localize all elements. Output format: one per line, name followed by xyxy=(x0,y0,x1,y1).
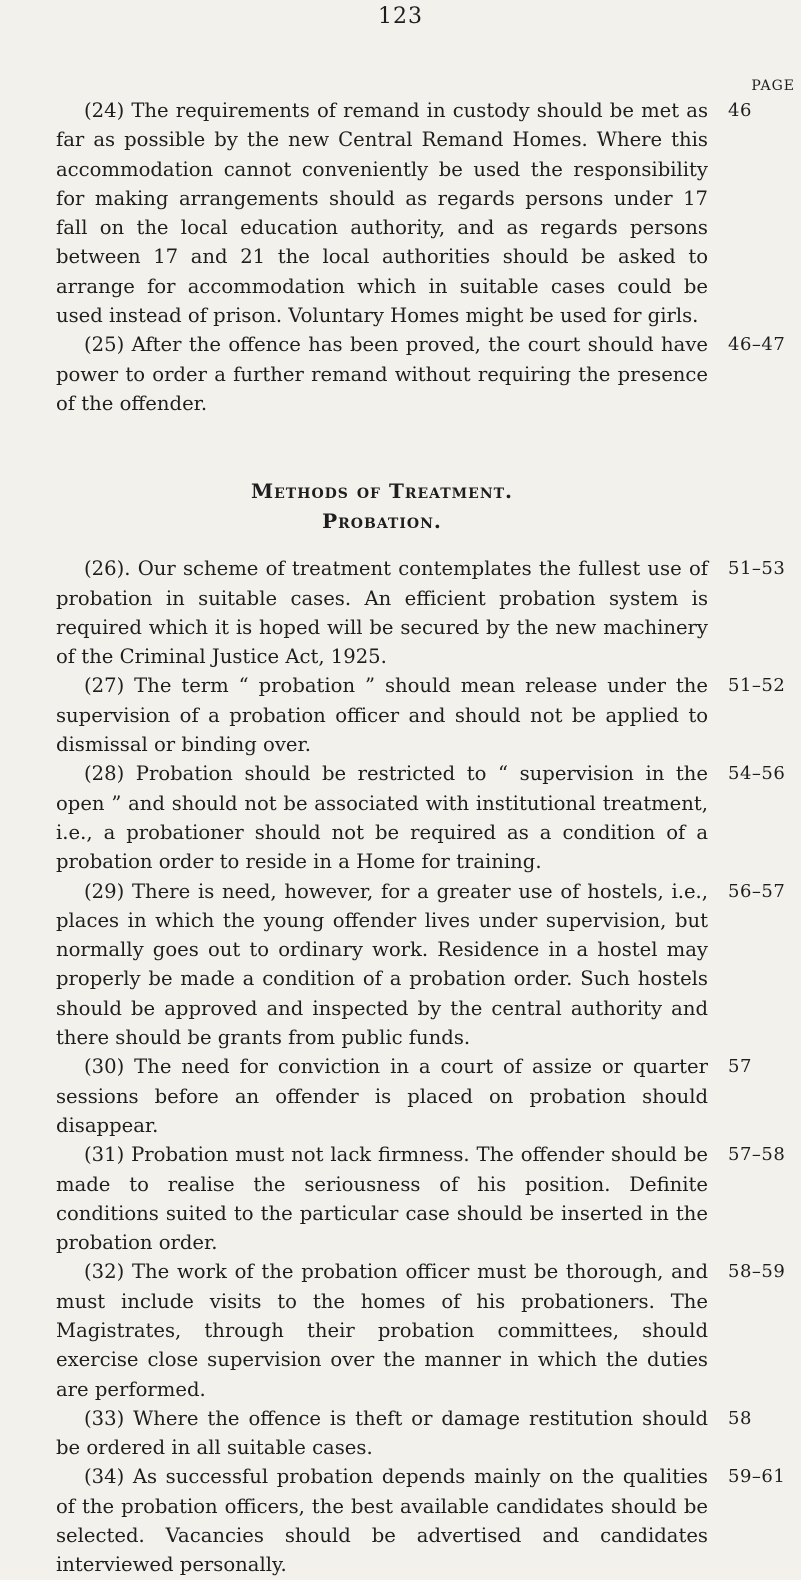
paragraph-text: (32) The work of the probation officer must be thorough, and must include visits to the homes of his probationers. The Magistrates, through their probation committees, should exercise close supervision over the manner in which the duties are performed. xyxy=(56,1260,708,1401)
page-reference: 51–53 xyxy=(728,558,786,580)
page-reference: 59–61 xyxy=(728,1466,786,1488)
paragraph xyxy=(56,759,796,876)
section-heading: Methods of Treatment. xyxy=(250,479,513,504)
paragraph-group-remand xyxy=(56,96,796,418)
document-body xyxy=(56,96,796,1580)
paragraph xyxy=(56,877,796,1053)
paragraph xyxy=(56,1052,796,1140)
paragraph-text: (25) After the offence has been proved, the court should have power to order a further remand without requiring the presence of the offender. xyxy=(56,333,708,415)
page-reference: 57–58 xyxy=(728,1144,786,1166)
paragraph xyxy=(56,671,796,759)
paragraph xyxy=(56,1462,796,1579)
page-reference: 46 xyxy=(728,100,752,121)
page-reference: 58–59 xyxy=(728,1261,786,1283)
paragraph-text: (33) Where the offence is theft or damage restitution should be ordered in all suitable cases. xyxy=(56,1406,708,1460)
paragraph xyxy=(56,330,796,418)
paragraph-text: (26). Our scheme of treatment contemplates the fullest use of probation in suitable cases. An efficient probation system is required which it is hoped will be secured by the new machinery of the Criminal Justice Act, 1925. xyxy=(56,557,708,669)
paragraph xyxy=(56,554,796,671)
page-reference: 46–47 xyxy=(728,334,786,356)
page-column-label: PAGE xyxy=(751,78,795,94)
paragraph-text: (34) As successful probation depends mainly on the qualities of the probation officers, the best available candidates should be selected. Vacancies should be advertised and candidates interviewed personally. xyxy=(56,1465,708,1577)
paragraph-text: (30) The need for conviction in a court of assize or quarter sessions before an offender is placed on probation should disappear. xyxy=(56,1055,708,1137)
paragraph-group-probation xyxy=(56,554,796,1579)
page-reference: 57 xyxy=(728,1056,752,1078)
paragraph-text: (29) There is need, however, for a greater use of hostels, i.e., places in which the young offender lives under supervision, but normally goes out to ordinary work. Residence in a hostel may properly be made a condition of a probation order. Such hostels should be approved and inspected by the central authority and there should be grants from public funds. xyxy=(56,879,708,1050)
paragraph-text: (28) Probation should be restricted to “ supervision in the open ” and should not be associated with institutional treatment, i.e., a probationer should not be required as a condition of a probation order to reside in a Home for training. xyxy=(56,762,708,874)
paragraph-text: (27) The term “ probation ” should mean release under the supervision of a probation officer and should not be applied to dismissal or binding over. xyxy=(56,674,708,757)
paragraph xyxy=(56,1404,796,1463)
page-reference: 58 xyxy=(728,1407,752,1429)
paragraph-text: (24) The requirements of remand in custody should be met as far as possible by the new Central Remand Homes. Where this accommodation cannot conveniently be used the responsibility for making arrangements should as regards persons under 17 fall on the local education authority, and as regards persons between 17 and 21 the local authorities should be asked to arrange for accommodation which in suitable cases could be used instead of prison. Voluntary Homes might be used for girls. xyxy=(56,99,708,328)
page-reference: 56–57 xyxy=(728,880,786,902)
page-reference: 54–56 xyxy=(728,763,786,785)
page-reference: 51–52 xyxy=(728,675,786,697)
paragraph xyxy=(56,1257,796,1403)
paragraph-text: (31) Probation must not lack firmness. The offender should be made to realise the seriousness of his position. Definite conditions suited to the particular case should be inserted in the probation order. xyxy=(56,1143,708,1255)
paragraph xyxy=(56,96,796,330)
page-number: 123 xyxy=(378,4,423,29)
subsection-heading: Probation. xyxy=(322,509,442,534)
paragraph xyxy=(56,1140,796,1257)
